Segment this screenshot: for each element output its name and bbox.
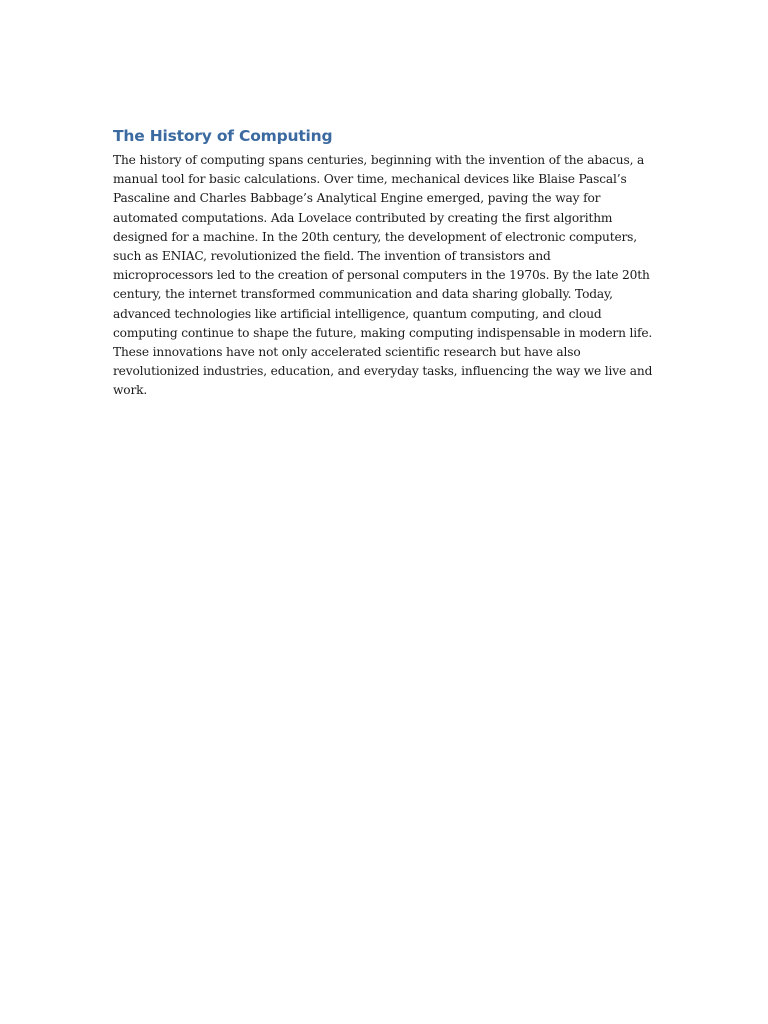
document-title: The History of Computing xyxy=(113,127,333,145)
document-content xyxy=(113,125,653,401)
document-body-paragraph: The history of computing spans centuries, beginning with the invention of the abacus, a manual tool for basic calculations. Over time, mechanical devices like Blaise Pascal’s Pascaline and Charles Babbage’s Analytical Engine emerged, paving the way for automated computations. Ada Lovelace contributed by creating the first algorithm designed for a machine. In the 20th century, the development of electronic computers, such as ENIAC, revolutionized the field. The invention of transistors and microprocessors led to the creation of personal computers in the 1970s. By the late 20th century, the internet transformed communication and data sharing globally. Today, advanced technologies like artificial intelligence, quantum computing, and cloud computing continue to shape the future, making computing indispensable in modern life. These innovations have not only accelerated scientific research but have also revolutionized industries, education, and everyday tasks, influencing the way we live and work. xyxy=(113,153,653,398)
